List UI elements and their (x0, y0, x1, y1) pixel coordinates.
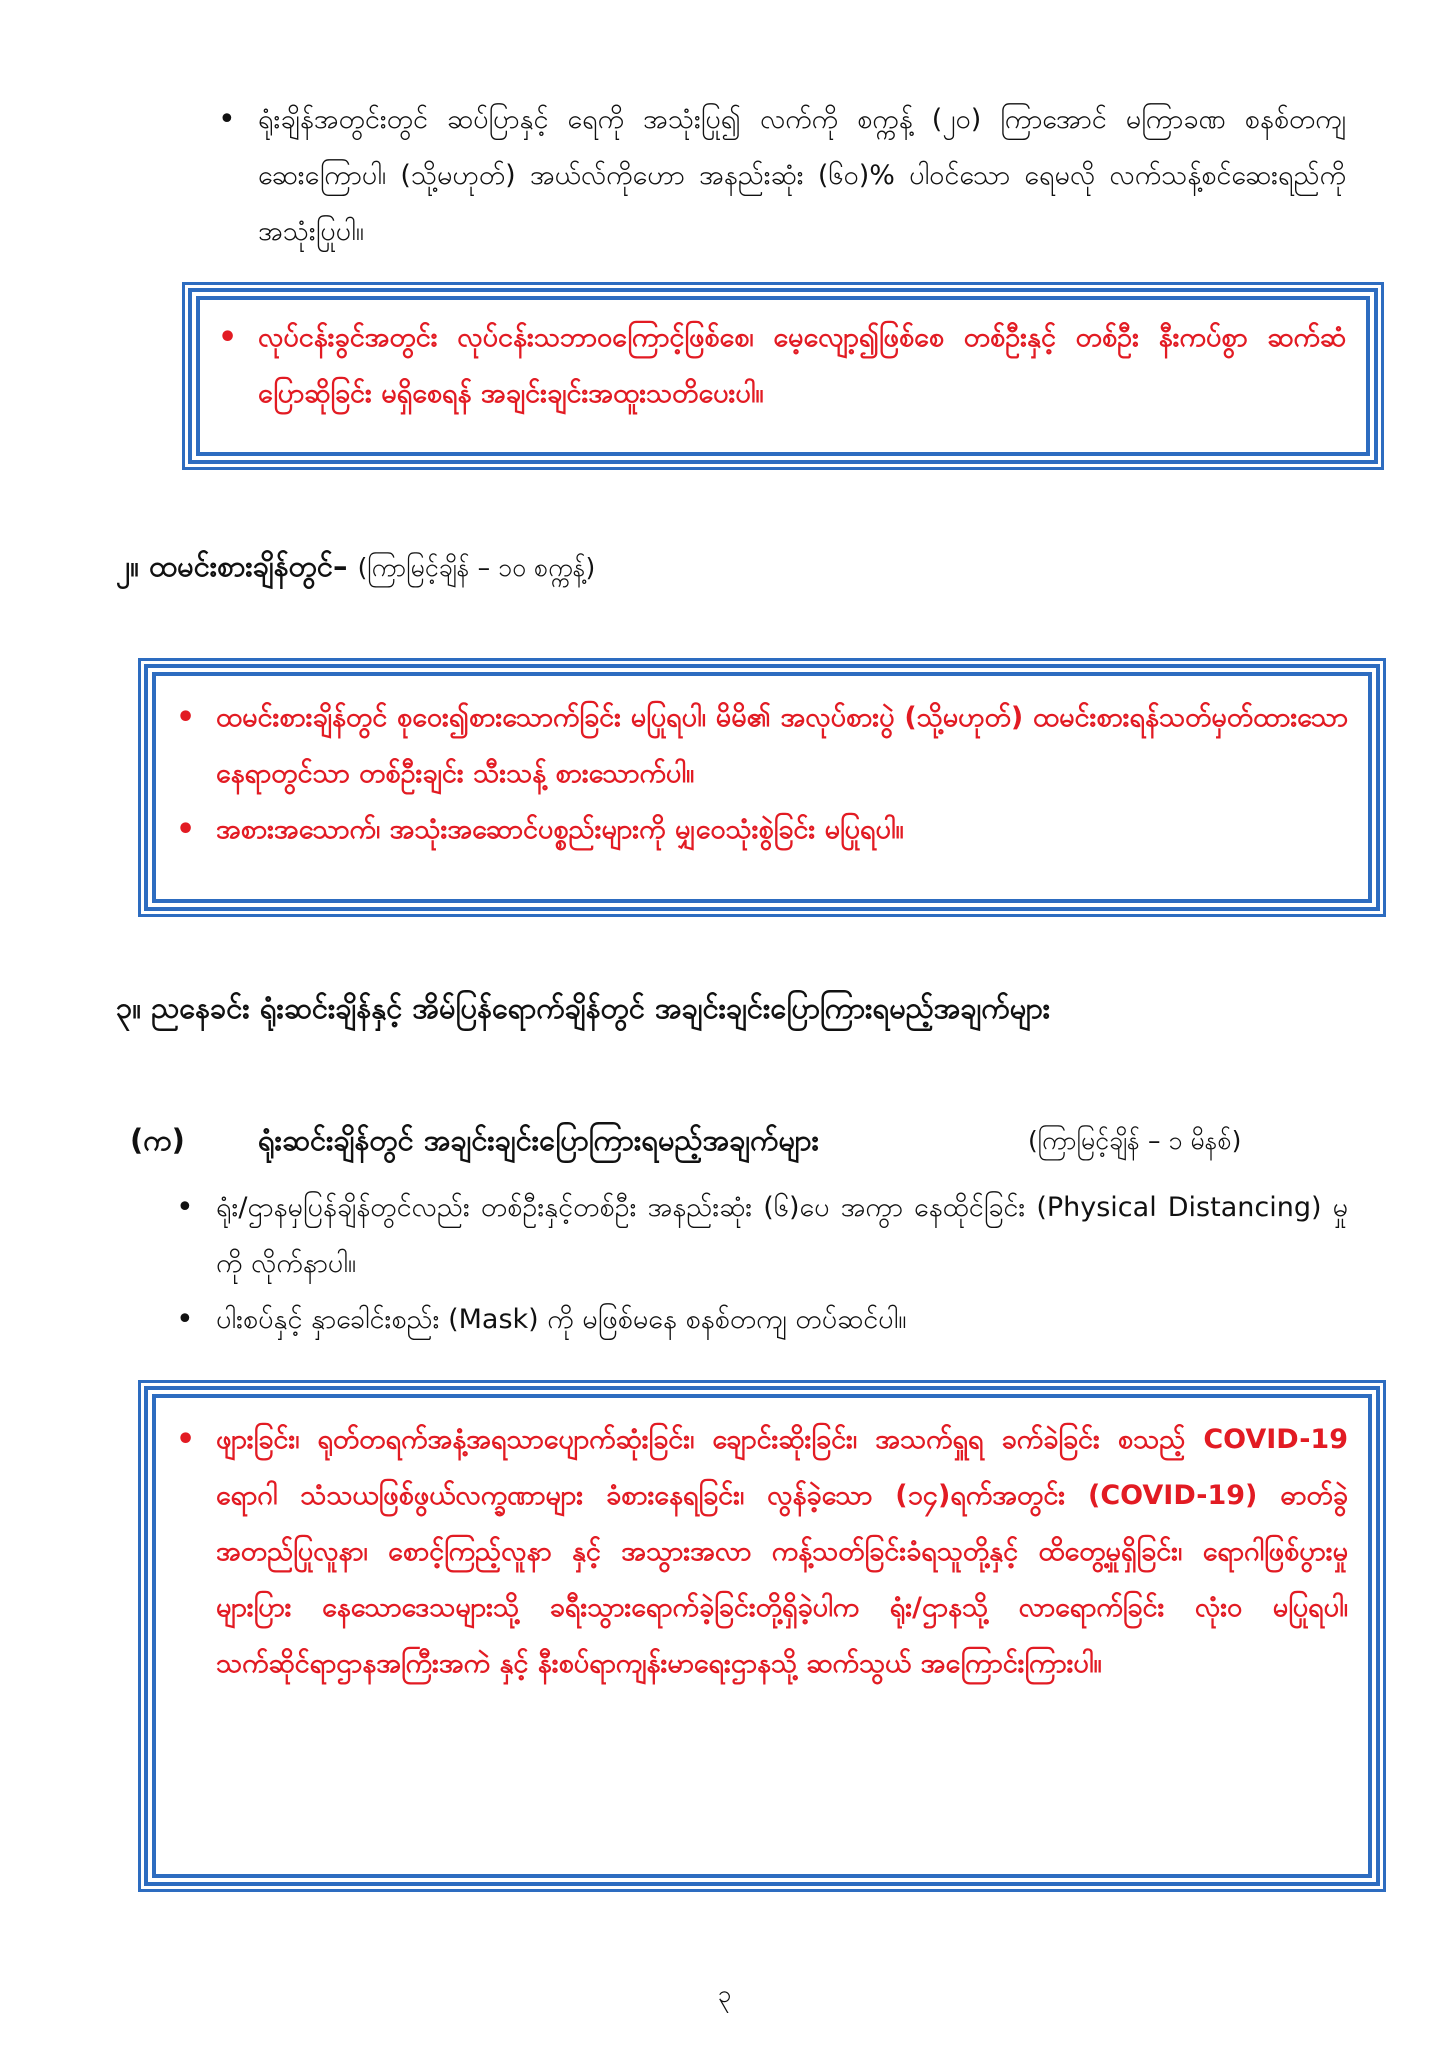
lunch-rule-bullet: • အစားအသောက်၊ အသုံးအဆောင်ပစ္စည်းများကို မျှဝေသုံးစွဲခြင်း မပြုရပါ။ (176, 802, 1348, 858)
lunch-section-heading (116, 548, 595, 591)
distancing-bullet: • ရုံး/ဌာနမှပြန်ချိန်တွင်လည်း တစ်ဦးနှင့်တစ်ဦး အနည်းဆုံး (၆)ပေ အကွာ နေထိုင်ခြင်း (Physical Distancing) မှုကို လိုက်နာပါ။ (176, 1180, 1348, 1292)
lunch-section-title: ၂။ ထမင်းစားချိန်တွင်– (116, 549, 348, 583)
hygiene-bullet-list (218, 92, 1346, 260)
lunch-duration-note: (ကြာမြင့်ချိန် – ၁၀ စက္ကန့်) (357, 553, 596, 582)
symptoms-warning-bullet: • ဖျားခြင်း၊ ရုတ်တရက်အနံ့အရသာပျောက်ဆုံးခြင်း၊ ချောင်းဆိုးခြင်း၊ အသက်ရှူရ ခက်ခဲခြင်း စသည့် COVID-19 ရောဂါ သံသယဖြစ်ဖွယ်လက္ခဏာများ ခံစားနေရခြင်း၊ လွန်ခဲ့သော (၁၄)ရက်အတွင်း (COVID-19) ဓာတ်ခွဲအတည်ပြုလူနာ၊ စောင့်ကြည့်လူနာ နှင့် အသွားအလာ ကန့်သတ်ခြင်းခံရသူတို့နှင့် ထိတွေ့မှုရှိခြင်း၊ ရောဂါဖြစ်ပွားမှု များပြား နေသောဒေသများသို့ ခရီးသွားရောက်ခဲ့ခြင်းတို့ရှိခဲ့ပါက ရုံး/ဌာနသို့ လာရောက်ခြင်း လုံးဝ မပြုရပါ၊ သက်ဆိုင်ရာဌာနအကြီးအကဲ နှင့် နီးစပ်ရာကျန်းမာရေးဌာနသို့ ဆက်သွယ် အကြောင်းကြားပါ။ (176, 1412, 1348, 1692)
subsection-heading (258, 1122, 819, 1165)
evening-section-title: ၃။ ညနေခင်း ရုံးဆင်းချိန်နှင့် အိမ်ပြန်ရောက်ချိန်တွင် အချင်းချင်းပြောကြားရမည့်အချက်များ (116, 991, 1051, 1025)
mask-bullet: • ပါးစပ်နှင့် နှာခေါင်းစည်း (Mask) ကို မဖြစ်မနေ စနစ်တကျ တပ်ဆင်ပါ။ (176, 1292, 1348, 1348)
lunch-rules-list (176, 690, 1348, 858)
evening-section-heading (116, 990, 1050, 1033)
subsection-duration (1028, 1122, 1241, 1162)
symptoms-warning-list (176, 1412, 1348, 1692)
workplace-warning-bullet: • လုပ်ငန်းခွင်အတွင်း လုပ်ငန်းသဘာဝကြောင့်ဖြစ်စေ၊ မေ့လျော့၍ဖြစ်စေ တစ်ဦးနှင့် တစ်ဦး နီးကပ်စွာ ဆက်ဆံပြောဆိုခြင်း မရှိစေရန် အချင်းချင်းအထူးသတိပေးပါ။ (218, 310, 1346, 422)
subsection-duration-note: (ကြာမြင့်ချိန် – ၁ မိနစ်) (1028, 1126, 1242, 1155)
subsection-title: ရုံးဆင်းချိန်တွင် အချင်းချင်းပြောကြားရမည့်အချက်များ (258, 1123, 819, 1157)
workplace-warning-list (218, 310, 1346, 422)
subsection-marker: (က) (130, 1123, 185, 1157)
lunch-rule-bullet: • ထမင်းစားချိန်တွင် စုဝေး၍စားသောက်ခြင်း မပြုရပါ၊ မိမိ၏ အလုပ်စားပွဲ (သို့မဟုတ်) ထမင်းစားရန်သတ်မှတ်ထားသော နေရာတွင်သာ တစ်ဦးချင်း သီးသန့် စားသောက်ပါ။ (176, 690, 1348, 802)
page-number: ၃ (717, 1980, 732, 2008)
handwash-bullet: • ရုံးချိန်အတွင်းတွင် ဆပ်ပြာနှင့် ရေကို အသုံးပြု၍ လက်ကို စက္ကန့် (၂၀) ကြာအောင် မကြာခဏ စနစ်တကျ ဆေးကြောပါ၊ (သို့မဟုတ်) အယ်လ်ကိုဟော အနည်းဆုံး (၆၀)% ပါဝင်သော ရေမလို လက်သန့်စင်ဆေးရည်ကို အသုံးပြုပါ။ (218, 92, 1346, 260)
leaving-office-list (176, 1180, 1348, 1348)
